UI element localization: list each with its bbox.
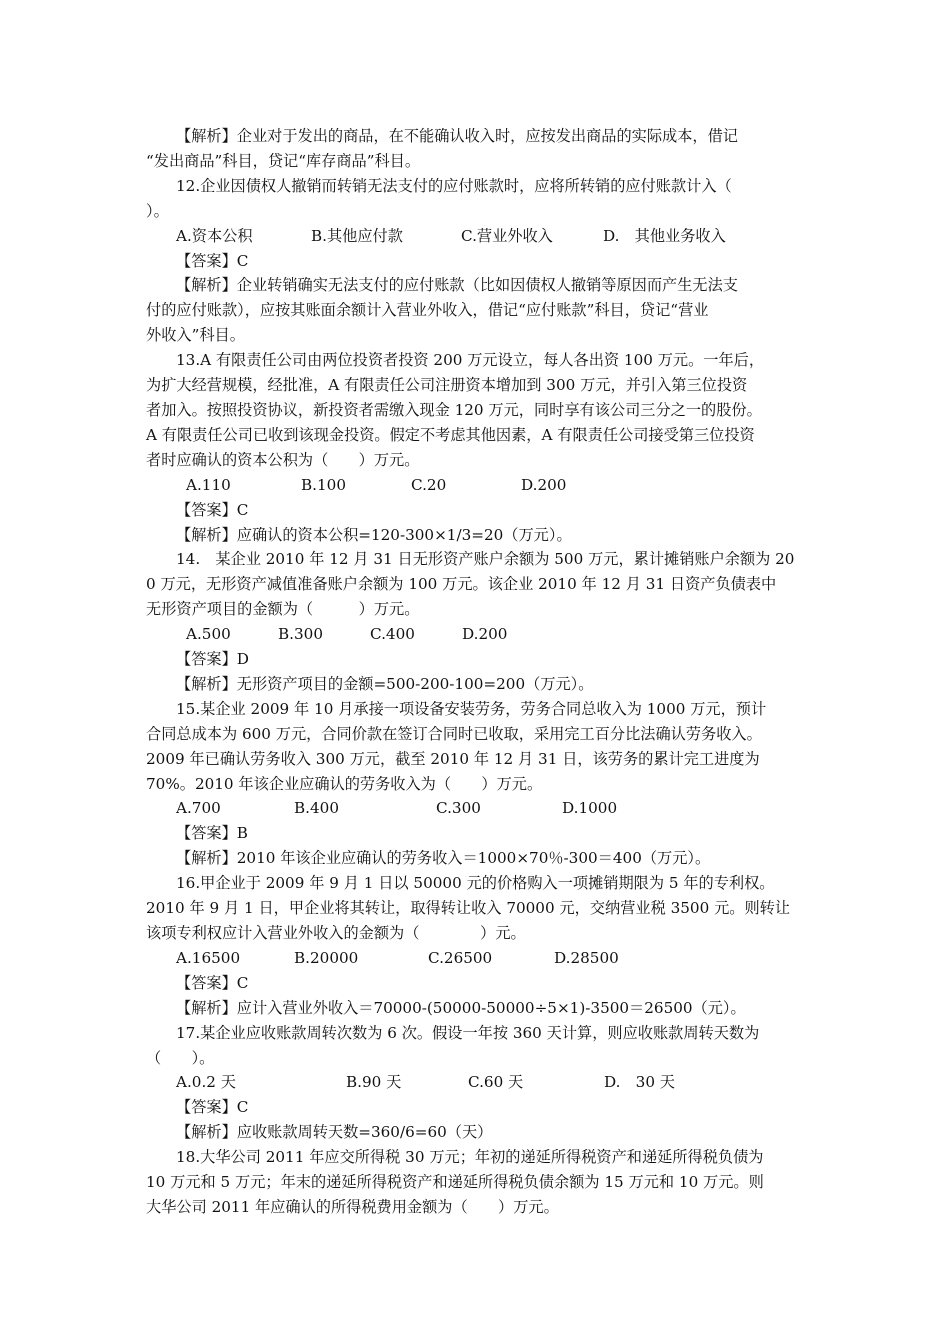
text-line: 为扩大经营规模，经批准，A 有限责任公司注册资本增加到 300 万元，并引入第三位投资 — [146, 376, 748, 395]
text-line: 12.企业因债权人撤销而转销无法支付的应付账款时，应将所转销的应付账款计入（ — [176, 176, 732, 195]
option-c: C.400 — [370, 625, 415, 644]
text-line: 70%。2010 年该企业应确认的劳务收入为（ ）万元。 — [146, 774, 543, 793]
option-a: A.资本公积 — [176, 226, 253, 245]
option-a: A.0.2 天 — [176, 1073, 236, 1092]
text-line: 【解析】2010 年该企业应确认的劳务收入＝1000×70％-300＝400（万元）。 — [176, 849, 711, 868]
text-line: 0 万元，无形资产减值准备账户余额为 100 万元。该企业 2010 年 12 月 31 日资产负债表中 — [146, 575, 777, 594]
question-16 — [146, 871, 814, 946]
option-b: B.100 — [301, 475, 346, 494]
document-page — [146, 124, 814, 1220]
question-14 — [146, 547, 814, 622]
option-d: D.1000 — [562, 799, 618, 818]
text-line: 【解析】应收账款周转天数=360/6=60（天） — [176, 1123, 493, 1142]
option-a: A.110 — [186, 475, 231, 494]
option-c: C.20 — [411, 475, 447, 494]
question-15 — [146, 697, 814, 797]
option-d: D.200 — [462, 625, 508, 644]
text-line: A 有限责任公司已收到该现金投资。假定不考虑其他因素，A 有限责任公司接受第三位投资 — [146, 425, 755, 444]
analysis-paragraph — [146, 124, 814, 174]
text-line: 该项专利权应计入营业外收入的金额为（ ）元。 — [146, 924, 526, 942]
answer-text: 【答案】D — [176, 650, 249, 669]
analysis-13 — [146, 523, 814, 548]
options-17 — [146, 1070, 814, 1095]
answer-17 — [146, 1095, 814, 1120]
option-c: C.26500 — [428, 948, 493, 967]
text-line: （ ）。 — [146, 1048, 215, 1067]
text-line: 18.大华公司 2011 年应交所得税 30 万元；年初的递延所得税资产和递延所得税负债为 — [176, 1148, 764, 1167]
text-line: 外收入”科目。 — [146, 326, 245, 345]
text-line: 16.甲企业于 2009 年 9 月 1 日以 50000 元的价格购入一项摊销期限为 5 年的专利权。 — [176, 874, 775, 893]
option-c: C.60 天 — [468, 1073, 524, 1092]
text-line: 15.某企业 2009 年 10 月承接一项设备安装劳务，劳务合同总收入为 1000 万元，预计 — [176, 699, 767, 718]
option-d: D. 30 天 — [604, 1073, 675, 1092]
question-12 — [146, 174, 814, 224]
analysis-16 — [146, 996, 814, 1021]
text-line: “发出商品”科目，贷记“库存商品”科目。 — [146, 151, 421, 170]
text-line: 付的应付账款），应按其账面余额计入营业外收入，借记“应付账款”科目，贷记“营业 — [146, 301, 709, 320]
options-16 — [146, 946, 814, 971]
text-line: 【解析】企业对于发出的商品，在不能确认收入时，应按发出商品的实际成本，借记 — [176, 127, 738, 145]
option-b: B.其他应付款 — [311, 226, 403, 245]
option-b: B.90 天 — [346, 1073, 402, 1092]
question-17 — [146, 1021, 814, 1071]
answer-13 — [146, 498, 814, 523]
option-d: D.28500 — [554, 948, 619, 967]
option-a: A.700 — [176, 799, 221, 818]
text-line: 者加入。按照投资协议，新投资者需缴入现金 120 万元，同时享有该公司三分之一的股份。 — [146, 400, 762, 419]
option-c: C.300 — [436, 799, 481, 818]
text-line: 【解析】无形资产项目的金额=500-200-100=200（万元）。 — [176, 674, 594, 693]
text-line: 13.A 有限责任公司由两位投资者投资 200 万元设立，每人各出资 100 万元。一年后， — [176, 351, 765, 370]
analysis-17 — [146, 1120, 814, 1145]
options-15 — [146, 796, 814, 821]
text-line: 【解析】应确认的资本公积=120-300×1/3=20（万元）。 — [176, 525, 572, 544]
question-18 — [146, 1145, 814, 1220]
answer-14 — [146, 647, 814, 672]
answer-text: 【答案】C — [176, 500, 249, 519]
option-b: B.300 — [278, 625, 323, 644]
options-13 — [146, 473, 814, 498]
option-d: D. 其他业务收入 — [603, 226, 726, 245]
text-line: 【解析】企业转销确实无法支付的应付账款（比如因债权人撤销等原因而产生无法支 — [176, 276, 738, 295]
option-d: D.200 — [521, 475, 567, 494]
text-line: 合同总成本为 600 万元，合同价款在签订合同时已收取，采用完工百分比法确认劳务收入。 — [146, 724, 762, 743]
answer-text: 【答案】C — [176, 251, 249, 270]
text-line: 14. 某企业 2010 年 12 月 31 日无形资产账户余额为 500 万元，累计摊销账户余额为 20 — [176, 550, 795, 569]
analysis-15 — [146, 846, 814, 871]
text-line: ）。 — [146, 201, 169, 220]
options-14 — [146, 622, 814, 647]
option-b: B.20000 — [294, 948, 359, 967]
analysis-12 — [146, 273, 814, 348]
answer-text: 【答案】B — [176, 824, 248, 843]
text-line: 17.某企业应收账款周转次数为 6 次。假设一年按 360 天计算，则应收账款周转天数为 — [176, 1023, 760, 1042]
analysis-14 — [146, 672, 814, 697]
question-13 — [146, 348, 814, 473]
answer-12 — [146, 249, 814, 274]
option-c: C.营业外收入 — [461, 226, 553, 245]
answer-16 — [146, 971, 814, 996]
text-line: 无形资产项目的金额为（ ）万元。 — [146, 600, 420, 619]
option-a: A.16500 — [176, 948, 241, 967]
text-line: 者时应确认的资本公积为（ ）万元。 — [146, 450, 420, 469]
option-b: B.400 — [294, 799, 339, 818]
options-12 — [146, 224, 814, 249]
answer-15 — [146, 821, 814, 846]
text-line: 2010 年 9 月 1 日，甲企业将其转让，取得转让收入 70000 元，交纳营业税 3500 元。则转让 — [146, 899, 791, 918]
answer-text: 【答案】C — [176, 1098, 249, 1117]
text-line: 2009 年已确认劳务收入 300 万元，截至 2010 年 12 月 31 日，该劳务的累计完工进度为 — [146, 749, 760, 768]
text-line: 【解析】应计入营业外收入＝70000-(50000-50000÷5×1)-3500＝26500（元）。 — [176, 998, 746, 1017]
option-a: A.500 — [186, 625, 231, 644]
text-line: 10 万元和 5 万元；年末的递延所得税资产和递延所得税负债余额为 15 万元和 10 万元。则 — [146, 1173, 764, 1192]
text-line: 大华公司 2011 年应确认的所得税费用金额为（ ）万元。 — [146, 1197, 559, 1216]
answer-text: 【答案】C — [176, 973, 249, 992]
